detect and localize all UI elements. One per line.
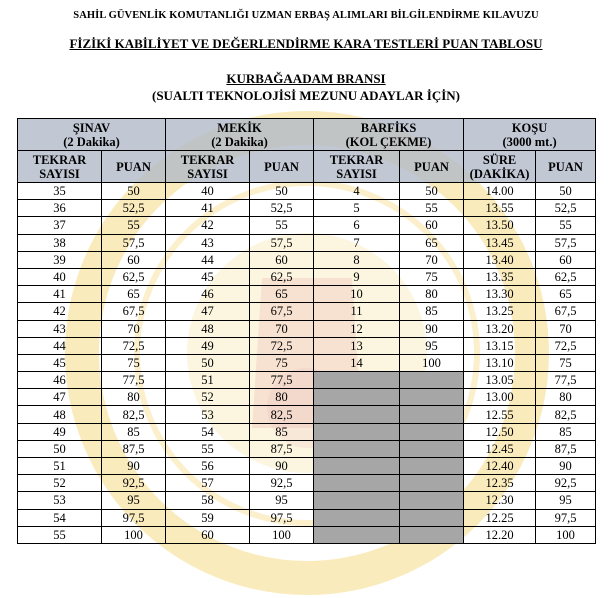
table-cell: 55 xyxy=(102,217,166,234)
table-cell: 12.30 xyxy=(464,492,536,509)
table-cell xyxy=(400,509,464,526)
table-cell: 12.50 xyxy=(464,423,536,440)
table-cell: 85 xyxy=(400,303,464,320)
table-cell: 75 xyxy=(536,354,596,371)
table-cell: 57,5 xyxy=(250,234,314,251)
table-row xyxy=(18,234,596,251)
table-cell: 75 xyxy=(400,268,464,285)
table-cell: 100 xyxy=(536,526,596,543)
table-cell: 46 xyxy=(166,286,250,303)
table-cell: 5 xyxy=(314,200,400,217)
table-cell: 52 xyxy=(18,475,102,492)
table-cell: 50 xyxy=(250,183,314,200)
table-cell: 13.30 xyxy=(464,286,536,303)
table-cell: 13.20 xyxy=(464,320,536,337)
table-cell: 72,5 xyxy=(250,337,314,354)
table-cell: 13.05 xyxy=(464,372,536,389)
table-cell: 65 xyxy=(102,286,166,303)
table-cell: 57,5 xyxy=(102,234,166,251)
table-cell: 51 xyxy=(166,372,250,389)
group-header-row xyxy=(18,119,596,151)
table-cell: 52 xyxy=(166,389,250,406)
table-cell: 75 xyxy=(102,354,166,371)
table-cell: 58 xyxy=(166,492,250,509)
table-cell: 46 xyxy=(18,372,102,389)
table-cell: 12.40 xyxy=(464,458,536,475)
table-cell: 54 xyxy=(166,423,250,440)
table-cell: 13.25 xyxy=(464,303,536,320)
table-cell: 67,5 xyxy=(102,303,166,320)
table-cell: 62,5 xyxy=(102,268,166,285)
table-cell: 13.15 xyxy=(464,337,536,354)
table-row xyxy=(18,303,596,320)
table-row xyxy=(18,492,596,509)
table-cell xyxy=(400,406,464,423)
table-cell: 57 xyxy=(166,475,250,492)
column-header: SÜRE (DAKİKA) xyxy=(464,151,536,183)
table-row xyxy=(18,458,596,475)
table-cell: 53 xyxy=(166,406,250,423)
table-cell: 6 xyxy=(314,217,400,234)
table-cell: 13 xyxy=(314,337,400,354)
table-row xyxy=(18,286,596,303)
column-header: TEKRAR SAYISI xyxy=(314,151,400,183)
table-cell: 39 xyxy=(18,251,102,268)
table-cell: 50 xyxy=(166,354,250,371)
table-row xyxy=(18,509,596,526)
table-row xyxy=(18,354,596,371)
table-cell: 70 xyxy=(102,320,166,337)
group-header-situp: MEKİK (2 Dakika) xyxy=(166,119,314,151)
table-cell: 80 xyxy=(250,389,314,406)
table-cell: 97,5 xyxy=(536,509,596,526)
table-cell: 60 xyxy=(400,217,464,234)
table-cell: 70 xyxy=(536,320,596,337)
table-row xyxy=(18,526,596,543)
table-cell: 45 xyxy=(18,354,102,371)
table-cell xyxy=(400,423,464,440)
table-cell: 72,5 xyxy=(102,337,166,354)
table-cell: 44 xyxy=(18,337,102,354)
table-row xyxy=(18,337,596,354)
table-cell: 65 xyxy=(250,286,314,303)
table-cell xyxy=(400,389,464,406)
table-cell: 13.50 xyxy=(464,217,536,234)
table-cell: 12.45 xyxy=(464,440,536,457)
table-cell: 90 xyxy=(250,458,314,475)
table-cell: 62,5 xyxy=(536,268,596,285)
table-cell: 44 xyxy=(166,251,250,268)
table-cell: 41 xyxy=(18,286,102,303)
table-cell: 90 xyxy=(400,320,464,337)
table-cell: 47 xyxy=(18,389,102,406)
table-cell: 13.10 xyxy=(464,354,536,371)
table-cell: 62,5 xyxy=(250,268,314,285)
table-cell: 87,5 xyxy=(250,440,314,457)
table-cell: 57,5 xyxy=(536,234,596,251)
table-cell: 70 xyxy=(400,251,464,268)
table-cell: 9 xyxy=(314,268,400,285)
table-row xyxy=(18,200,596,217)
table-cell: 11 xyxy=(314,303,400,320)
table-cell: 56 xyxy=(166,458,250,475)
table-cell: 87,5 xyxy=(102,440,166,457)
table-row xyxy=(18,389,596,406)
group-header-run: KOŞU (3000 mt.) xyxy=(464,119,596,151)
table-cell: 77,5 xyxy=(536,372,596,389)
table-cell: 60 xyxy=(102,251,166,268)
column-header: TEKRAR SAYISI xyxy=(166,151,250,183)
column-header: PUAN xyxy=(250,151,314,183)
table-cell: 12.20 xyxy=(464,526,536,543)
branch-subtitle: (SUALTI TEKNOLOJİSİ MEZUNU ADAYLAR İÇİN) xyxy=(152,88,460,103)
table-cell: 12.25 xyxy=(464,509,536,526)
table-cell: 92,5 xyxy=(250,475,314,492)
table-row xyxy=(18,440,596,457)
table-cell xyxy=(314,440,400,457)
table-cell: 36 xyxy=(18,200,102,217)
table-cell: 65 xyxy=(536,286,596,303)
table-cell xyxy=(314,423,400,440)
table-cell: 51 xyxy=(18,458,102,475)
table-cell: 85 xyxy=(536,423,596,440)
table-cell: 100 xyxy=(102,526,166,543)
table-cell: 42 xyxy=(166,217,250,234)
table-row xyxy=(18,217,596,234)
table-cell xyxy=(400,372,464,389)
column-header-row xyxy=(18,151,596,183)
table-cell: 50 xyxy=(18,440,102,457)
table-cell: 40 xyxy=(18,268,102,285)
table-cell: 80 xyxy=(400,286,464,303)
table-cell: 41 xyxy=(166,200,250,217)
score-table-body xyxy=(18,183,596,544)
table-cell: 12.35 xyxy=(464,475,536,492)
table-cell xyxy=(314,492,400,509)
table-cell: 85 xyxy=(250,423,314,440)
column-header: PUAN xyxy=(536,151,596,183)
table-cell: 92,5 xyxy=(102,475,166,492)
column-header: PUAN xyxy=(400,151,464,183)
table-row xyxy=(18,183,596,200)
table-row xyxy=(18,475,596,492)
table-cell: 42 xyxy=(18,303,102,320)
table-cell: 48 xyxy=(166,320,250,337)
branch-title: KURBAĞAADAM BRANSI xyxy=(226,71,386,86)
table-cell xyxy=(400,492,464,509)
table-cell: 50 xyxy=(400,183,464,200)
table-cell xyxy=(400,458,464,475)
table-cell: 53 xyxy=(18,492,102,509)
table-cell: 59 xyxy=(166,509,250,526)
table-cell: 13.35 xyxy=(464,268,536,285)
document-header: SAHİL GÜVENLİK KOMUTANLIĞI UZMAN ERBAŞ ALIMLARI BİLGİLENDİRME KILAVUZU xyxy=(73,10,539,21)
table-cell: 12.55 xyxy=(464,406,536,423)
group-header-pushup: ŞINAV (2 Dakika) xyxy=(18,119,166,151)
table-row xyxy=(18,268,596,285)
table-cell xyxy=(400,475,464,492)
table-cell: 38 xyxy=(18,234,102,251)
table-cell: 4 xyxy=(314,183,400,200)
table-cell: 54 xyxy=(18,509,102,526)
table-cell: 95 xyxy=(400,337,464,354)
table-cell: 43 xyxy=(166,234,250,251)
table-cell: 75 xyxy=(250,354,314,371)
table-cell: 87,5 xyxy=(536,440,596,457)
table-cell: 85 xyxy=(102,423,166,440)
table-row xyxy=(18,251,596,268)
table-cell: 55 xyxy=(250,217,314,234)
table-cell: 48 xyxy=(18,406,102,423)
table-cell: 95 xyxy=(250,492,314,509)
table-cell: 97,5 xyxy=(250,509,314,526)
table-cell: 55 xyxy=(18,526,102,543)
table-cell: 49 xyxy=(18,423,102,440)
table-cell: 7 xyxy=(314,234,400,251)
table-cell: 13.55 xyxy=(464,200,536,217)
table-cell: 47 xyxy=(166,303,250,320)
table-cell: 82,5 xyxy=(250,406,314,423)
table-row xyxy=(18,406,596,423)
document-title: FİZİKİ KABİLİYET VE DEĞERLENDİRME KARA TESTLERİ PUAN TABLOSU xyxy=(69,36,543,51)
table-cell: 14.00 xyxy=(464,183,536,200)
table-cell: 65 xyxy=(400,234,464,251)
table-cell: 90 xyxy=(102,458,166,475)
column-header: TEKRAR SAYISI xyxy=(18,151,102,183)
table-cell: 13.00 xyxy=(464,389,536,406)
table-cell: 60 xyxy=(166,526,250,543)
table-cell: 72,5 xyxy=(536,337,596,354)
table-cell: 13.45 xyxy=(464,234,536,251)
table-cell xyxy=(314,458,400,475)
table-cell: 13.40 xyxy=(464,251,536,268)
table-cell: 77,5 xyxy=(250,372,314,389)
table-cell: 82,5 xyxy=(102,406,166,423)
table-cell: 49 xyxy=(166,337,250,354)
table-cell xyxy=(400,526,464,543)
table-cell: 67,5 xyxy=(250,303,314,320)
table-cell: 55 xyxy=(536,217,596,234)
table-cell: 80 xyxy=(536,389,596,406)
table-cell: 67,5 xyxy=(536,303,596,320)
table-cell: 92,5 xyxy=(536,475,596,492)
table-cell: 52,5 xyxy=(250,200,314,217)
table-cell: 50 xyxy=(102,183,166,200)
table-cell: 100 xyxy=(400,354,464,371)
table-cell: 77,5 xyxy=(102,372,166,389)
table-cell xyxy=(314,406,400,423)
table-cell xyxy=(314,475,400,492)
table-cell: 60 xyxy=(250,251,314,268)
table-row xyxy=(18,372,596,389)
table-cell: 40 xyxy=(166,183,250,200)
table-cell: 80 xyxy=(102,389,166,406)
table-cell: 90 xyxy=(536,458,596,475)
score-table xyxy=(17,118,596,544)
table-cell: 60 xyxy=(536,251,596,268)
table-cell: 70 xyxy=(250,320,314,337)
table-cell: 52,5 xyxy=(536,200,596,217)
table-cell: 14 xyxy=(314,354,400,371)
table-cell: 8 xyxy=(314,251,400,268)
table-cell: 55 xyxy=(166,440,250,457)
table-cell xyxy=(314,372,400,389)
table-cell: 12 xyxy=(314,320,400,337)
table-cell: 97,5 xyxy=(102,509,166,526)
table-row xyxy=(18,423,596,440)
table-cell: 95 xyxy=(102,492,166,509)
table-cell: 100 xyxy=(250,526,314,543)
table-cell xyxy=(314,509,400,526)
table-row xyxy=(18,320,596,337)
table-cell: 82,5 xyxy=(536,406,596,423)
table-cell xyxy=(314,526,400,543)
table-cell: 52,5 xyxy=(102,200,166,217)
table-cell: 45 xyxy=(166,268,250,285)
column-header: PUAN xyxy=(102,151,166,183)
table-cell: 37 xyxy=(18,217,102,234)
group-header-pullup: BARFİKS (KOL ÇEKME) xyxy=(314,119,464,151)
table-cell: 50 xyxy=(536,183,596,200)
table-cell: 10 xyxy=(314,286,400,303)
table-cell xyxy=(314,389,400,406)
table-cell: 43 xyxy=(18,320,102,337)
table-cell: 95 xyxy=(536,492,596,509)
table-cell xyxy=(400,440,464,457)
table-cell: 35 xyxy=(18,183,102,200)
table-cell: 55 xyxy=(400,200,464,217)
